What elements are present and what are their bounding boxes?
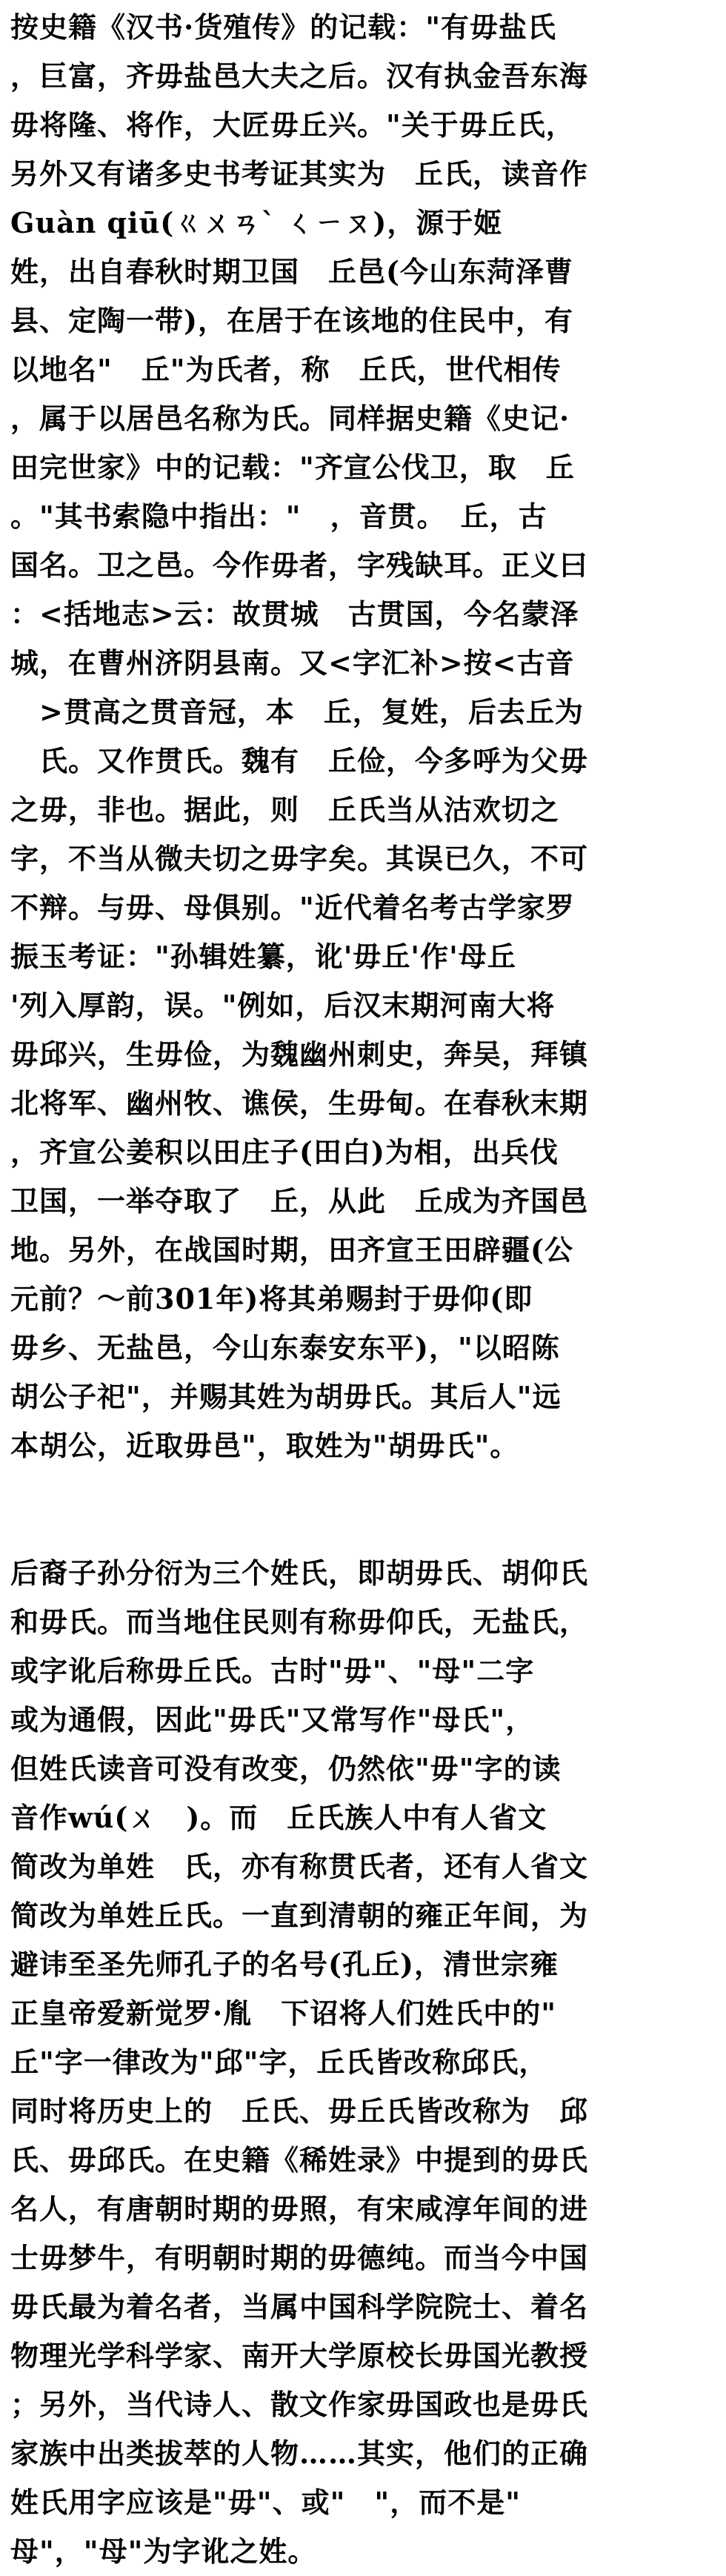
text-line: 振玉考证："孙辑姓纂，讹'毋丘'作'母丘 xyxy=(10,940,516,973)
text-line: 简改为单姓 氏，亦有称贯氏者，还有人省文 xyxy=(10,1850,589,1883)
text-line: ；另外，当代诗人、散文作家毋国政也是毋氏 xyxy=(10,2388,589,2421)
text-line: 字，不当从微夫切之毋字矣。其误已久，不可 xyxy=(10,842,589,875)
text-line: 本胡公，近取毋邑"，取姓为"胡毋氏"。 xyxy=(10,1429,519,1462)
text-line: ，齐宣公姜积以田庄子(田白)为相，出兵伐 xyxy=(10,1135,559,1169)
text-line: 卫国，一举夺取了 丘，从此 丘成为齐国邑 xyxy=(10,1184,589,1218)
text-line: 简改为单姓丘氏。一直到清朝的雍正年间，为 xyxy=(10,1899,589,1932)
text-line: 毋将隆、将作，大匠毋丘兴。"关于毋丘氏， xyxy=(10,108,575,142)
text-line: 氏。又作贯氏。魏有 丘俭，今多呼为父毋 xyxy=(10,744,589,777)
text-line: 田完世家》中的记载："齐宣公伐卫，取 丘 xyxy=(10,451,575,484)
text-line: 元前？～前301年)将其弟赐封于毋仰(即 xyxy=(10,1282,533,1315)
text-line: 或字讹后称毋丘氏。古时"毋"、"母"二字 xyxy=(10,1654,535,1687)
text-line: 不辩。与毋、母俱别。"近代着名考古学家罗 xyxy=(10,891,575,924)
text-line: 毋乡、无盐邑，今山东泰安东平)，"以昭陈 xyxy=(10,1331,560,1364)
text-line: 毋邱兴，生毋俭，为魏幽州刺史，奔吴，拜镇 xyxy=(10,1038,589,1071)
text-line: 同时将历史上的 丘氏、毋丘氏皆改称为 邱 xyxy=(10,2094,589,2128)
text-line: '列入厚韵，误。"例如，后汉末期河南大将 xyxy=(10,989,556,1022)
text-line: 音作wú(ㄨ )。而 丘氏族人中有人省文 xyxy=(10,1801,547,1834)
text-line: 士毋梦牛，有明朝时期的毋德纯。而当今中国 xyxy=(10,2241,589,2274)
text-line: 母"，"母"为字讹之姓。 xyxy=(10,2534,317,2568)
text-line: 县、定陶一带)，在居于在该地的住民中，有 xyxy=(10,304,573,337)
text-line: 。"其书索隐中指出：" ，音贯。 丘，古 xyxy=(10,499,547,533)
text-line: 名人，有唐朝时期的毋照，有宋咸淳年间的进 xyxy=(10,2192,589,2225)
text-line: 地。另外，在战国时期，田齐宣王田辟疆(公 xyxy=(10,1233,573,1267)
text-line: 后裔子孙分衍为三个姓氏，即胡毋氏、胡仰氏 xyxy=(10,1556,589,1590)
text-line: ：<括地志>云：故贯城 古贯国，今名蒙泽 xyxy=(10,597,579,631)
text-line: 按史籍《汉书·货殖传》的记载："有毋盐氏 xyxy=(10,10,557,44)
text-line: 姓，出自春秋时期卫国 丘邑(今山东菏泽曹 xyxy=(10,255,573,288)
text-line: 物理光学科学家、南开大学原校长毋国光教授 xyxy=(10,2339,589,2372)
paragraph-gap xyxy=(10,1470,719,1549)
paragraph-1 xyxy=(10,3,719,1470)
text-line: 以地名" 丘"为氏者，称 丘氏，世代相传 xyxy=(10,353,562,386)
text-line: 或为通假，因此"毋氏"又常写作"母氏"， xyxy=(10,1703,535,1736)
text-line: 正皇帝爱新觉罗·胤 下诏将人们姓氏中的" xyxy=(10,1996,557,2030)
text-line: Guàn qiū(ㄍㄨㄢˋ ㄑㄧㄡ)，源于姬 xyxy=(10,206,503,239)
text-line: 避讳至圣先师孔子的名号(孔丘)，清世宗雍 xyxy=(10,1948,559,1981)
text-line: 姓氏用字应该是"毋"、或" "，而不是" xyxy=(10,2486,521,2519)
paragraph-2 xyxy=(10,1549,719,2576)
text-line: ，属于以居邑名称为氏。同样据史籍《史记· xyxy=(10,402,570,435)
text-line: ，巨富，齐毋盐邑大夫之后。汉有执金吾东海 xyxy=(10,59,589,93)
text-line: 北将军、幽州牧、谯侯，生毋甸。在春秋末期 xyxy=(10,1086,589,1120)
text-line: 毋氏最为着名者，当属中国科学院院士、着名 xyxy=(10,2290,589,2323)
text-line: 胡公子祀"，并赐其姓为胡毋氏。其后人"远 xyxy=(10,1380,562,1413)
text-line: 和毋氏。而当地住民则有称毋仰氏，无盐氏， xyxy=(10,1605,589,1639)
text-line: >贯高之贯音冠，本 丘，复姓，后去丘为 xyxy=(10,695,584,728)
text-line: 氏、毋邱氏。在史籍《稀姓录》中提到的毋氏 xyxy=(10,2143,589,2177)
text-line: 之毋，非也。据此，则 丘氏当从沽欢切之 xyxy=(10,793,560,826)
text-line: 国名。卫之邑。今作毋者，字残缺耳。正义曰 xyxy=(10,548,589,582)
document-page xyxy=(10,3,719,2576)
text-line: 丘"字一律改为"邱"字，丘氏皆改称邱氏， xyxy=(10,2045,548,2079)
text-line: 但姓氏读音可没有改变，仍然依"毋"字的读 xyxy=(10,1752,562,1785)
text-line: 城，在曹州济阴县南。又<字汇补>按<古音 xyxy=(10,646,575,680)
text-line: 家族中出类拔萃的人物……其实，他们的正确 xyxy=(10,2437,589,2470)
text-line: 另外又有诸多史书考证其实为 丘氏，读音作 xyxy=(10,157,589,190)
